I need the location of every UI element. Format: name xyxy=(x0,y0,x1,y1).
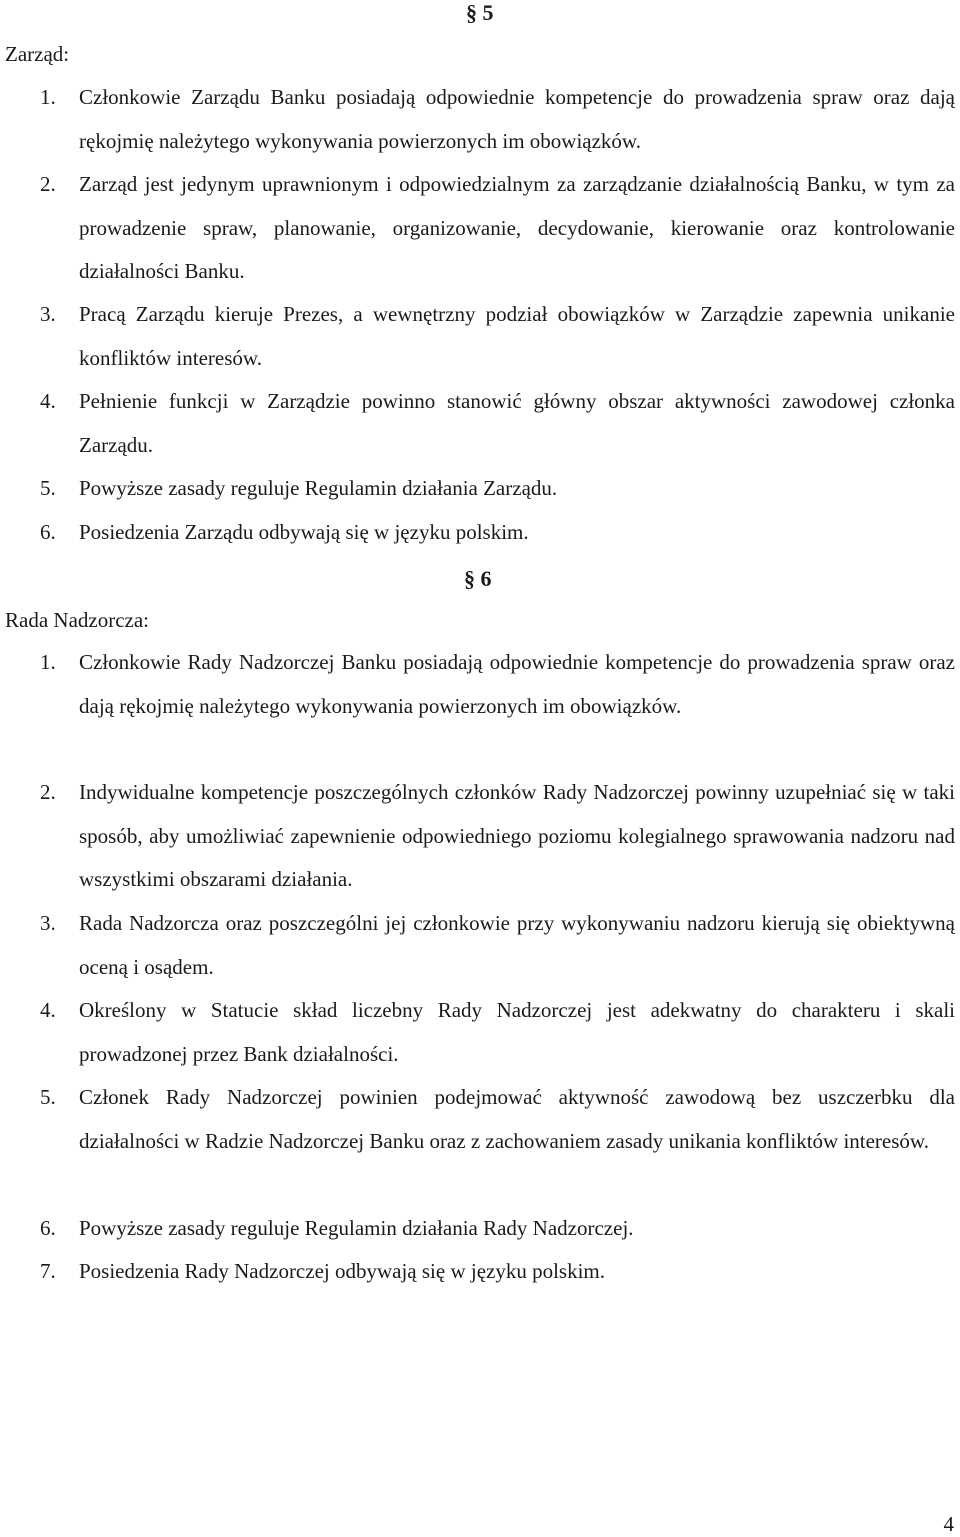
item-text: Pełnienie funkcji w Zarządzie powinno stanowić główny obszar aktywności zawodowej członka Zarządu. xyxy=(79,389,955,457)
list-item xyxy=(40,163,955,294)
list-item xyxy=(40,641,955,728)
page-number: 4 xyxy=(943,1512,954,1536)
item-text: Określony w Statucie skład liczebny Rady Nadzorczej jest adekwatny do charakteru i skali prowadzonej przez Bank działalności. xyxy=(79,998,955,1066)
item-number: 3. xyxy=(40,302,56,326)
item-number: 6. xyxy=(40,520,56,544)
item-number: 2. xyxy=(40,780,56,804)
item-number: 6. xyxy=(40,1216,56,1240)
list-item xyxy=(40,76,955,163)
item-text: Członek Rady Nadzorczej powinien podejmować aktywność zawodową bez uszczerbku dla działalności w Radzie Nadzorczej Banku oraz z zachowaniem zasady unikania konfliktów interesów. xyxy=(79,1085,955,1153)
list-item xyxy=(40,293,955,380)
item-number: 4. xyxy=(40,998,56,1022)
item-text: Pracą Zarządu kieruje Prezes, a wewnętrzny podział obowiązków w Zarządzie zapewnia unikanie konfliktów interesów. xyxy=(79,302,955,370)
item-number: 4. xyxy=(40,389,56,413)
item-number: 3. xyxy=(40,911,56,935)
item-text: Członkowie Rady Nadzorczej Banku posiadają odpowiednie kompetencje do prowadzenia spraw oraz dają rękojmię należytego wykonywania powierzonych im obowiązków. xyxy=(79,650,955,718)
list-item xyxy=(40,1250,955,1294)
section-title-rada-nadzorcza: Rada Nadzorcza: xyxy=(5,608,149,632)
list-item xyxy=(40,771,955,902)
item-text: Rada Nadzorcza oraz poszczególni jej członkowie przy wykonywaniu nadzoru kierują się obiektywną oceną i osądem. xyxy=(79,911,955,979)
item-text: Indywidualne kompetencje poszczególnych członków Rady Nadzorczej powinny uzupełniać się w taki sposób, aby umożliwiać zapewnienie odpowiedniego poziomu kolegialnego sprawowania nadzoru nad wszystkimi obszarami działania. xyxy=(79,780,955,891)
item-number: 1. xyxy=(40,650,56,674)
item-number: 2. xyxy=(40,172,56,196)
item-number: 5. xyxy=(40,1085,56,1109)
list-item xyxy=(40,467,955,511)
list-item xyxy=(40,1076,955,1163)
item-number: 5. xyxy=(40,476,56,500)
item-number: 7. xyxy=(40,1259,56,1283)
item-number: 1. xyxy=(40,85,56,109)
item-text: Powyższe zasady reguluje Regulamin działania Rady Nadzorczej. xyxy=(79,1216,634,1240)
list-item xyxy=(40,989,955,1076)
section-heading: § 5 xyxy=(466,0,494,25)
item-text: Członkowie Zarządu Banku posiadają odpowiednie kompetencje do prowadzenia spraw oraz dają rękojmię należytego wykonywania powierzonych im obowiązków. xyxy=(79,85,955,153)
list-item xyxy=(40,511,955,555)
list-item xyxy=(40,902,955,989)
item-text: Zarząd jest jedynym uprawnionym i odpowiedzialnym za zarządzanie działalnością Banku, w tym za prowadzenie spraw, planowanie, organizowanie, decydowanie, kierowanie oraz kontrolowanie działalności Banku. xyxy=(79,172,955,283)
item-text: Posiedzenia Zarządu odbywają się w języku polskim. xyxy=(79,520,529,544)
list-item xyxy=(40,1207,955,1251)
section-title-zarzad: Zarząd: xyxy=(5,42,70,66)
section-heading: § 6 xyxy=(464,566,492,591)
item-text: Posiedzenia Rady Nadzorczej odbywają się w języku polskim. xyxy=(79,1259,606,1283)
list-item xyxy=(40,380,955,467)
item-text: Powyższe zasady reguluje Regulamin działania Zarządu. xyxy=(79,476,558,500)
